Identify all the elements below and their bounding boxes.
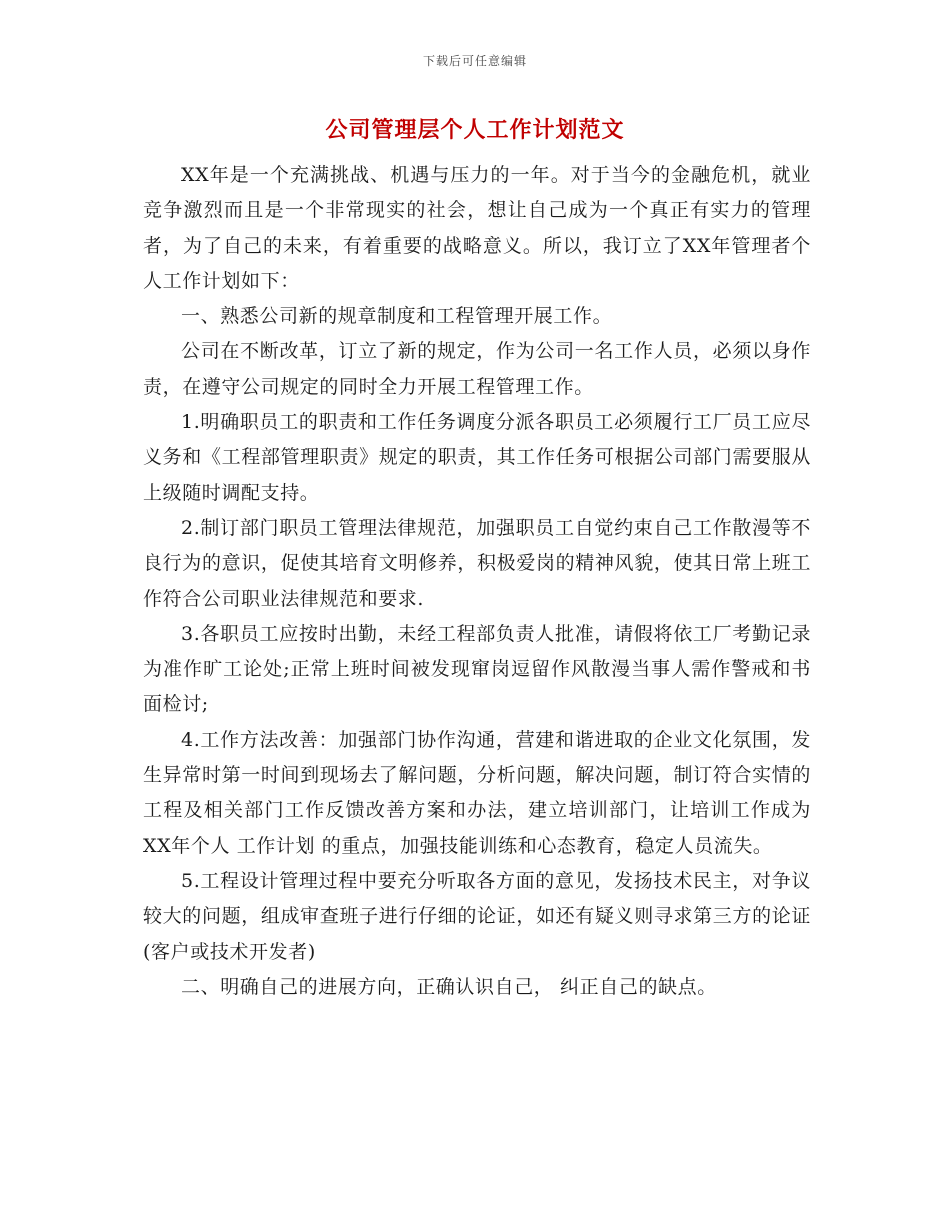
list-item-2: 2.制订部门职员工管理法律规范，加强职员工自觉约束自己工作散漫等不良行为的意识，促使其培育文明修养，积极爱岗的精神风貌，使其日常上班工作符合公司职业法律规范和要求. bbox=[143, 516, 811, 610]
section-heading-1: 一、熟悉公司新的规章制度和工程管理开展工作。 bbox=[181, 305, 613, 328]
list-item-5: 5.工程设计管理过程中要充分听取各方面的意见，发扬技术民主，对争议较大的问题，组成审查班子进行仔细的论证，如还有疑义则寻求第三方的论证(客户或技术开发者) bbox=[143, 869, 811, 963]
paragraph: 公司在不断改革，订立了新的规定，作为公司一名工作人员，必须以身作责，在遵守公司规定的同时全力开展工程管理工作。 bbox=[143, 340, 811, 398]
header-note: 下载后可任意编辑 bbox=[422, 54, 527, 68]
section-heading-2: 二、明确自己的进展方向，正确认识自己， 纠正自己的缺点。 bbox=[181, 975, 717, 998]
list-item-3: 3.各职员工应按时出勤，未经工程部负责人批准，请假将依工厂考勤记录为准作旷工论处;正常上班时间被发现窜岗逗留作风散漫当事人需作警戒和书面检讨; bbox=[143, 622, 811, 716]
document-body bbox=[143, 158, 811, 1005]
document-title: 公司管理层个人工作计划范文 bbox=[325, 118, 625, 143]
list-item-1: 1.明确职员工的职责和工作任务调度分派各职员工必须履行工厂员工应尽义务和《工程部管理职责》规定的职责，其工作任务可根据公司部门需要服从上级随时调配支持。 bbox=[143, 411, 811, 504]
list-item-4: 4.工作方法改善：加强部门协作沟通，营建和谐进取的企业文化氛围，发生异常时第一时间到现场去了解问题，分析问题，解决问题，制订符合实情的工程及相关部门工作反馈改善方案和办法，建立培训部门，让培训工作成为XX年个人 工作计划 的重点，加强技能训练和心态教育，稳定人员流失。 bbox=[143, 728, 811, 857]
paragraph-intro: XX年是一个充满挑战、机遇与压力的一年。对于当今的金融危机，就业竞争激烈而且是一个非常现实的社会，想让自己成为一个真正有实力的管理者，为了自己的未来，有着重要的战略意义。所以，我订立了XX年管理者个人工作计划如下： bbox=[143, 164, 811, 292]
